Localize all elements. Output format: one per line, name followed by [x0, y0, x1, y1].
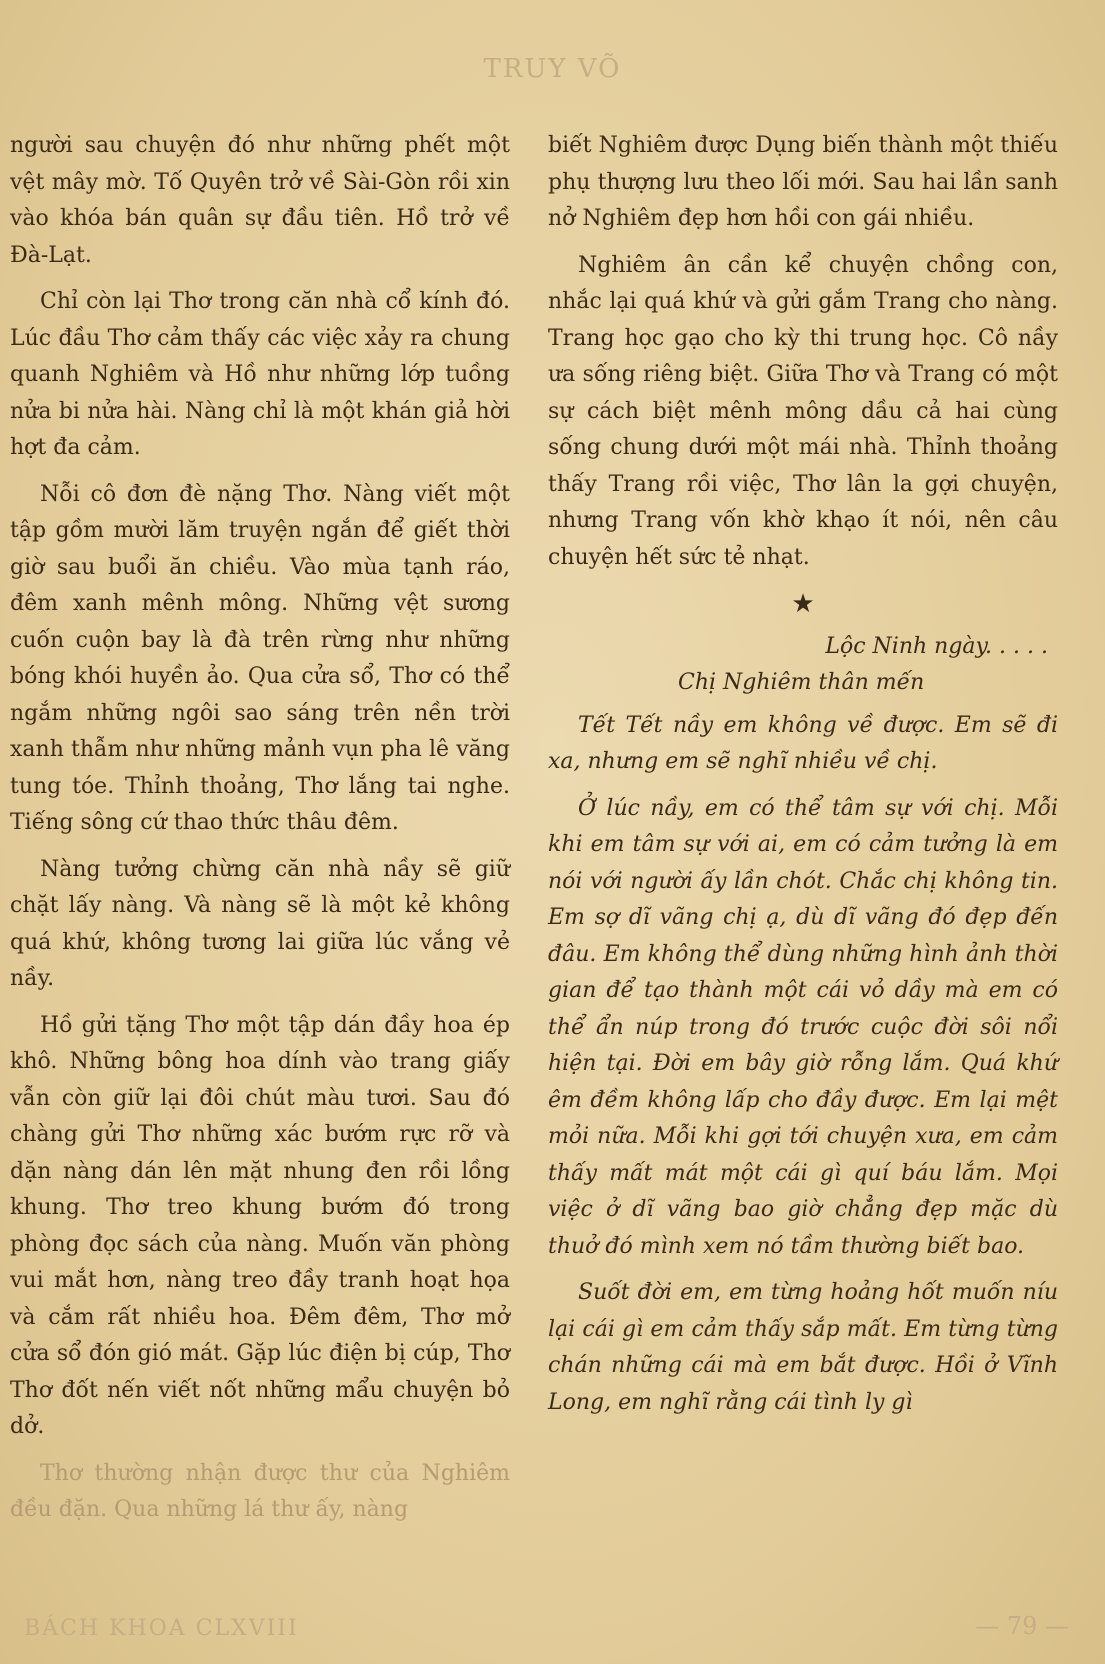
letter-place-date: Lộc Ninh ngày. . . . .	[825, 633, 1048, 659]
paragraph: Nghiêm ân cần kể chuyện chồng con, nhắc lại quá khứ và gửi gắm Trang cho nàng. Trang học gạo cho kỳ thi trung học. Cô nầy ưa sống riêng biệt. Giữa Thơ và Trang có một sự cách biệt mênh mông dầu cả hai cùng sống chung dưới một mái nhà. Thỉnh thoảng thấy Trang rồi việc, Thơ lân la gợi chuyện, nhưng Trang vốn khờ khạo ít nói, nên câu chuyện hết sức tẻ nhạt.	[548, 252, 1058, 570]
footer-magazine-issue: BÁCH KHOA CLXVIII	[24, 1616, 299, 1641]
paragraph: Hồ gửi tặng Thơ một tập dán đầy hoa ép khô. Những bông hoa dính vào trang giấy vẫn còn giữ lại đôi chút màu tươi. Sau đó chàng gửi Thơ những xác bướm rực rỡ và dặn nàng dán lên mặt nhung đen rồi lồng khung. Thơ treo khung bướm đó trong phòng đọc sách của nàng. Muốn văn phòng vui mắt hơn, nàng treo đầy tranh hoạt họa và cắm rất nhiều hoa. Đêm đêm, Thơ mở cửa sổ đón gió mát. Gặp lúc điện bị cúp, Thơ Thơ đốt nến viết nốt những mẩu chuyện bỏ dở.	[10, 1012, 510, 1439]
page-number: — 79 —	[975, 1612, 1069, 1640]
running-header: TRUY VÕ	[483, 54, 622, 84]
paragraph: Thơ thường nhận được thư của Nghiêm đều đặn. Qua những lá thư ấy, nàng	[10, 1460, 510, 1522]
letter-paragraph: Tết Tết nầy em không về được. Em sẽ đi xa, nhưng em sẽ nghĩ nhiều về chị.	[548, 712, 1058, 774]
paragraph: Nỗi cô đơn đè nặng Thơ. Nàng viết một tập gồm mười lăm truyện ngắn để giết thời giờ sau buổi ăn chiều. Vào mùa tạnh ráo, đêm xanh mênh mông. Những vệt sương cuốn cuộn bay là đà trên rừng như những bóng khói huyền ảo. Qua cửa sổ, Thơ có thể ngắm những ngôi sao sáng trên nền trời xanh thẫm như những mảnh vụn pha lê văng tung tóe. Thỉnh thoảng, Thơ lắng tai nghe. Tiếng sông cứ thao thức thâu đêm.	[10, 481, 510, 835]
paragraph: biết Nghiêm được Dụng biến thành một thiếu phụ thượng lưu theo lối mới. Sau hai lần sanh nở Nghiêm đẹp hơn hồi con gái nhiều.	[548, 133, 1058, 231]
section-separator-star: ★	[791, 589, 815, 619]
letter-paragraph: Suốt đời em, em từng hoảng hốt muốn níu lại cái gì em cảm thấy sắp mất. Em từng từng chán những cái mà em bắt được. Hồi ở Vĩnh Long, em nghĩ rằng cái tình ly gì	[548, 1280, 1058, 1415]
paragraph: người sau chuyện đó như những phết một vệt mây mờ. Tố Quyên trở về Sài-Gòn rồi xin vào khóa bán quân sự đầu tiên. Hồ trở về Đà-Lạt.	[10, 133, 510, 268]
letter-paragraph: Ở lúc nầy, em có thể tâm sự với chị. Mỗi khi em tâm sự với ai, em có cảm tưởng là em nói với người ấy lần chót. Chắc chị không tin. Em sợ dĩ vãng chị ạ, dù dĩ vãng đó đẹp đến đâu. Em không thể dùng những hình ảnh thời gian để tạo thành một cái vỏ dầy mà em có thể ẩn núp trong đó trước cuộc đời sôi nổi hiện tại. Đời em bây giờ rỗng lắm. Quá khứ êm đềm không lấp cho đầy được. Em lại mệt mỏi nữa. Mỗi khi gợi tới chuyện xưa, em cảm thấy mất mát một cái gì quí báu lắm. Mọi việc ở dĩ vãng bao giờ chẳng đẹp mặc dù thuở đó mình xem nó tầm thường biết bao.	[548, 795, 1058, 1259]
letter-salutation: Chị Nghiêm thân mến	[678, 670, 925, 695]
paragraph: Nàng tưởng chừng căn nhà nầy sẽ giữ chặt lấy nàng. Và nàng sẽ là một kẻ không quá khứ, không tương lai giữa lúc vắng vẻ nầy.	[10, 856, 510, 991]
left-column	[10, 128, 510, 1539]
letter	[548, 629, 1058, 1422]
paragraph: Chỉ còn lại Thơ trong căn nhà cổ kính đó. Lúc đầu Thơ cảm thấy các việc xảy ra chung quanh Nghiêm và Hồ như những lớp tuồng nửa bi nửa hài. Nàng chỉ là một khán giả hời hợt đa cảm.	[10, 289, 510, 460]
right-column	[548, 128, 1058, 1431]
